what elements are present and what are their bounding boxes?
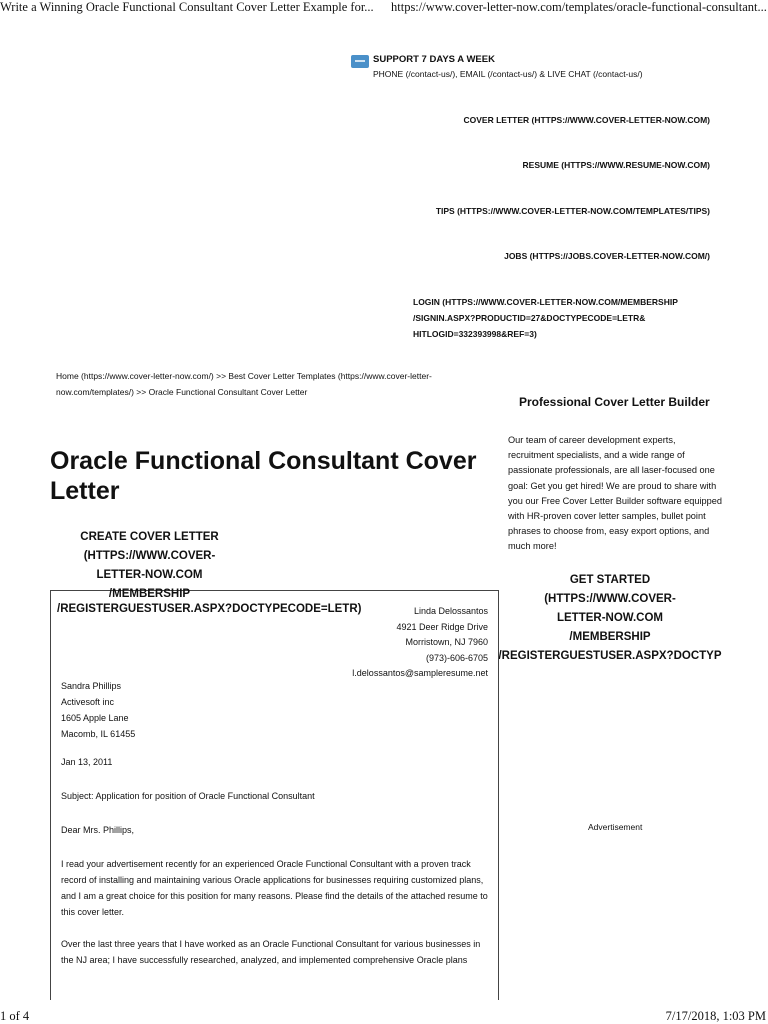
create-link-line: CREATE COVER LETTER [80, 531, 219, 543]
get-started-line: (HTTPS://WWW.COVER- [544, 593, 676, 605]
create-cover-letter-button[interactable] [62, 528, 237, 604]
letter-greeting: Dear Mrs. Phillips, [61, 825, 135, 835]
sender-name: Linda Delossantos [413, 606, 488, 616]
nav-login-line: /SIGNIN.ASPX?PRODUCTID=27&DOCTYPECODE=LETR& [413, 313, 646, 323]
get-started-line: LETTER-NOW.COM [556, 612, 664, 624]
print-datetime: 7/17/2018, 1:03 PM [665, 1009, 766, 1023]
get-started-button[interactable] [496, 571, 724, 666]
advertisement-label: Advertisement [588, 822, 643, 832]
create-link-line: (HTTPS://WWW.COVER- [83, 550, 216, 562]
nav-tips[interactable]: TIPS (HTTPS://WWW.COVER-LETTER-NOW.COM/TEMPLATES/TIPS) [435, 206, 710, 216]
print-page-number: 1 of 4 [0, 1009, 30, 1023]
support-title: SUPPORT 7 DAYS A WEEK [373, 54, 495, 65]
sender-email: l.delossantos@sampleresume.net [352, 668, 488, 678]
page-title: Oracle Functional Consultant Cover Letter [50, 447, 477, 505]
letter-paragraph: Over the last three years that I have worked as an Oracle Functional Consultant for various businesses in the NJ area; I have successfully researched, analyzed, and implemented comprehensive Oracle plans [61, 939, 481, 965]
letter-preview [50, 590, 499, 1000]
recipient-company: Activesoft inc [61, 697, 115, 707]
create-link-line: LETTER-NOW.COM [96, 569, 203, 581]
create-link-line: /MEMBERSHIP [108, 588, 191, 600]
nav-jobs[interactable]: JOBS (HTTPS://JOBS.COVER-LETTER-NOW.COM/) [504, 251, 710, 261]
recipient-block [61, 678, 135, 742]
sender-street: 4921 Deer Ridge Drive [396, 621, 488, 632]
letter-subject: Subject: Application for position of Oracle Functional Consultant [61, 791, 315, 801]
recipient-name: Sandra Phillips [61, 681, 122, 691]
nav-resume[interactable]: RESUME (HTTPS://WWW.RESUME-NOW.COM) [522, 160, 710, 170]
print-page-title: Write a Winning Oracle Functional Consultant Cover Letter Example for... [0, 0, 374, 14]
breadcrumb[interactable]: Home (https://www.cover-letter-now.com/) >> Best Cover Letter Templates (https://www.cover-letter-now.com/templates/) >> Oracle Functional Consultant Cover Letter [56, 371, 432, 397]
nav-login-line: HITLOGID=332393998&REF=3) [413, 329, 537, 339]
chat-icon [351, 55, 369, 68]
recipient-city: Macomb, IL 61455 [61, 729, 136, 739]
recipient-street: 1605 Apple Lane [61, 713, 129, 723]
get-started-line: GET STARTED [569, 574, 651, 586]
create-cover-letter-url-tail[interactable]: /REGISTERGUESTUSER.ASPX?DOCTYPECODE=LETR) [57, 603, 362, 615]
get-started-line: /MEMBERSHIP [569, 631, 651, 643]
support-contact-links[interactable]: PHONE (/contact-us/), EMAIL (/contact-us/) & LIVE CHAT (/contact-us/) [373, 69, 643, 79]
sender-city: Morristown, NJ 7960 [405, 637, 488, 647]
sender-phone: (973)-606-6705 [425, 652, 488, 663]
nav-login[interactable] [413, 294, 678, 342]
sidebar-title: Professional Cover Letter Builder [519, 395, 710, 409]
nav-login-line: LOGIN (HTTPS://WWW.COVER-LETTER-NOW.COM/MEMBERSHIP [413, 297, 678, 307]
get-started-line: /REGISTERGUESTUSER.ASPX?DOCTYP [498, 650, 722, 662]
sender-block [352, 604, 488, 682]
print-page-url: https://www.cover-letter-now.com/templates/oracle-functional-consultant... [391, 0, 767, 14]
sidebar-description: Our team of career development experts, recruitment specialists, and a wide range of passionate professionals, are all laser-focused one goal: Get you get hired! We are proud to share with you our Free Cover Letter Builder software equipped with HR-proven cover letter samples, bullet point phrases to choose from, easy export options, and much more! [508, 435, 722, 552]
nav-cover-letter[interactable]: COVER LETTER (HTTPS://WWW.COVER-LETTER-NOW.COM) [463, 115, 710, 125]
letter-date: Jan 13, 2011 [61, 757, 113, 767]
letter-paragraph: I read your advertisement recently for an experienced Oracle Functional Consultant with a proven track record of installing and maintaining various Oracle applications for businesses requiring customized plans, and I am a great choice for this position for many reasons. Please find the details of the attached resume to this cover letter. [61, 859, 488, 917]
